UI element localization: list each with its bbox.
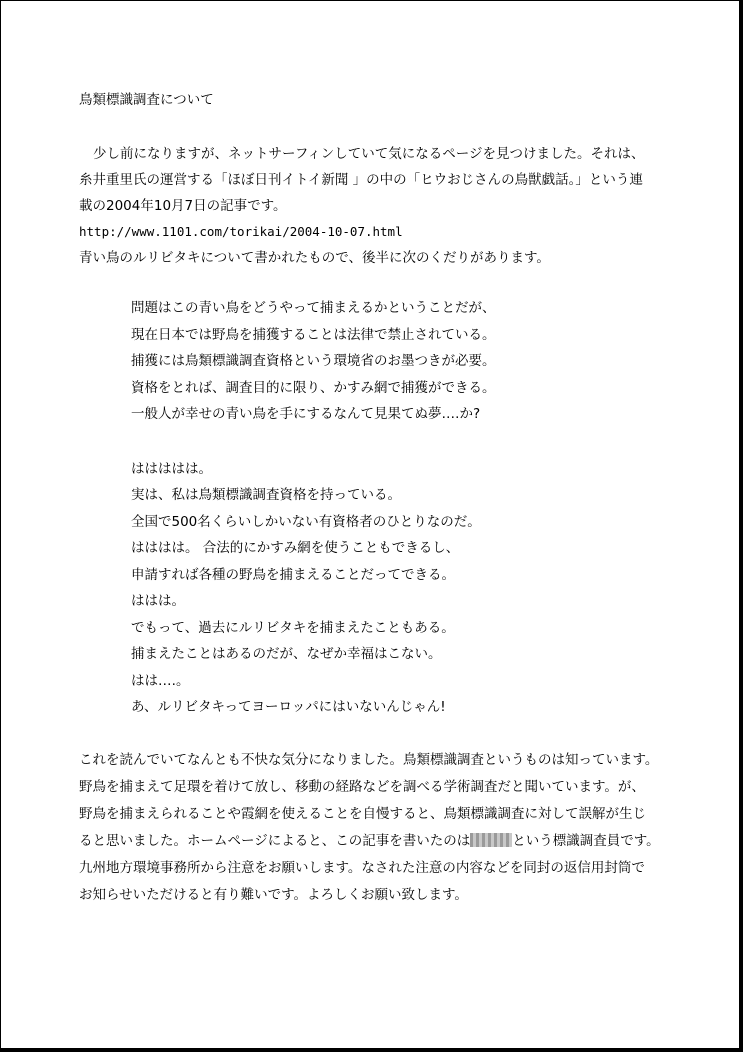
quote-line: 一般人が幸せの青い鳥を手にするなんて見果てぬ夢‥‥か? — [131, 406, 481, 422]
quote-line: 申請すれば各種の野鳥を捕まえることだってできる。 — [131, 566, 455, 583]
redacted-name — [470, 833, 512, 847]
closing-line-4-end: という標識調査員です。 — [512, 832, 660, 849]
intro-paragraph — [79, 141, 679, 271]
intro-line-1: 少し前になりますが、ネットサーフィンしていて気になるページを見つけました。それは、 — [93, 146, 645, 162]
quote-line: ははははは。 — [131, 460, 212, 477]
intro-line-2: 糸井重里氏の運営する「ほぼ日刊イトイ新聞 」の中の「ヒウおじさんの鳥獣戯話。」という連 — [79, 172, 643, 188]
closing-line-1: これを読んでいてなんとも不快な気分になりました。鳥類標識調査というものは知っています。 — [79, 751, 659, 768]
quote-line: 捕まえたことはあるのだが、なぜか幸福はこない。 — [131, 646, 442, 662]
quote-line: はははは。 合法的にかすみ網を使うこともできるし、 — [131, 540, 460, 556]
closing-line-6: お知らせいただけると有り難いです。よろしくお願い致します。 — [79, 886, 468, 903]
closing-line-4 — [79, 828, 679, 855]
quote-line: 現在日本では野鳥を捕獲することは法律で禁止されている。 — [131, 326, 496, 343]
closing-paragraph — [79, 747, 679, 909]
quote-line: 問題はこの青い鳥をどうやって捕まえるかということだが、 — [131, 300, 496, 316]
quote-spacer — [131, 428, 679, 456]
closing-line-3: 野鳥を捕まえられることや霞網を使えることを自慢すると、鳥類標識調査に対して誤解が生じ — [79, 805, 646, 822]
intro-line-4: 青い鳥のルリビタキについて書かれたもので、後半に次のくだりがあります。 — [79, 250, 550, 266]
quote-line: ははは。 — [131, 593, 185, 609]
quote-line: 資格をとれば、調査目的に限り、かすみ網で捕獲ができる。 — [131, 379, 496, 396]
quoted-passage — [79, 295, 679, 721]
closing-line-5: 九州地方環境事務所から注意をお願いします。なされた注意の内容などを同封の返信用封筒で — [79, 859, 645, 876]
quote-line: あ、ルリビタキってヨーロッパにはいないんじゃん! — [131, 699, 446, 715]
quote-line: 捕獲には鳥類標識調査資格という環境省のお墨つきが必要。 — [131, 353, 496, 369]
document-title: 鳥類標識調査について — [79, 92, 214, 108]
intro-line-3: 載の2004年10月7日の記事です。 — [79, 198, 287, 214]
quote-line: 全国で500名くらいしかいない有資格者のひとりなのだ。 — [131, 513, 481, 530]
quote-line: はは‥‥。 — [131, 672, 190, 689]
closing-line-2: 野鳥を捕まえて足環を着けて放し、移動の経路などを調べる学術調査だと聞いています。が、 — [79, 778, 645, 795]
quote-line: 実は、私は鳥類標識調査資格を持っている。 — [131, 487, 401, 503]
closing-line-4-start: ると思いました。ホームページによると、この記事を書いたのは — [79, 832, 471, 849]
quote-line: でもって、過去にルリビタキを捕まえたこともある。 — [131, 619, 455, 636]
document-content — [79, 87, 679, 909]
article-url: http://www.1101.com/torikai/2004-10-07.html — [79, 224, 403, 239]
